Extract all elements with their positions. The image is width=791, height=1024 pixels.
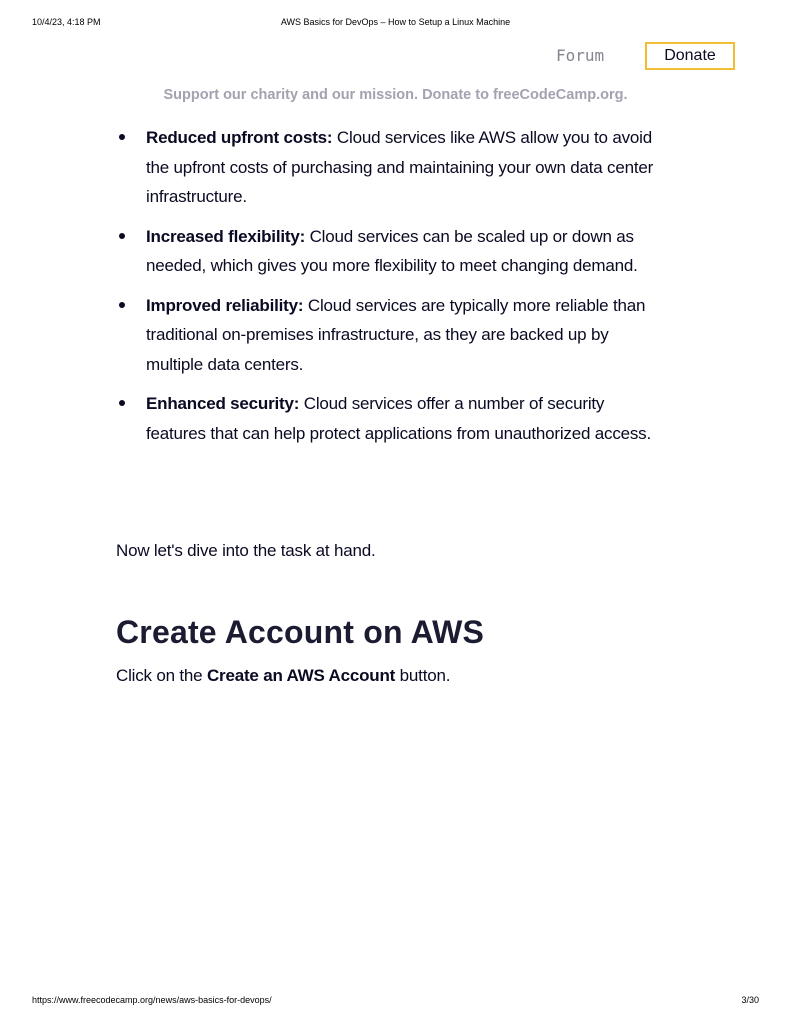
benefit-term: Increased flexibility:	[146, 226, 306, 246]
instruction-suffix: button.	[395, 666, 451, 685]
benefits-list	[146, 123, 666, 458]
print-header	[32, 17, 759, 31]
donate-button[interactable]: Donate	[645, 42, 735, 70]
print-url: https://www.freecodecamp.org/news/aws-basics-for-devops/	[32, 995, 272, 1005]
benefit-description: Cloud services can be scaled up or down as needed, which gives you more flexibility to meet changing demand.	[146, 226, 638, 275]
benefit-term: Enhanced security:	[146, 394, 300, 413]
benefit-term: Improved reliability:	[146, 295, 304, 315]
bullet-icon	[119, 134, 125, 140]
list-item	[146, 389, 666, 448]
forum-link[interactable]: Forum	[556, 46, 605, 65]
bullet-icon	[119, 400, 125, 406]
list-item	[146, 291, 666, 380]
instruction-emphasis: Create an AWS Account	[206, 666, 396, 685]
intro-paragraph: Now let's dive into the task at hand.	[116, 541, 376, 560]
print-footer	[32, 995, 759, 1009]
print-page-number: 3/30	[741, 995, 759, 1005]
donation-banner: Support our charity and our mission. Donate to freeCodeCamp.org.	[163, 87, 628, 103]
list-item	[146, 123, 666, 212]
print-datetime: 10/4/23, 4:18 PM	[32, 17, 101, 27]
benefit-description: Cloud services offer a number of security features that can help protect applications from unauthorized access.	[146, 394, 651, 443]
section-heading: Create Account on AWS	[116, 614, 485, 650]
instruction-prefix: Click on the	[116, 666, 207, 685]
list-item	[146, 222, 666, 281]
benefit-description: Cloud services are typically more reliable than traditional on-premises infrastructure, as they are backed up by multiple data centers.	[146, 295, 646, 374]
benefit-term: Reduced upfront costs:	[146, 128, 333, 147]
benefit-description: Cloud services like AWS allow you to avoid the upfront costs of purchasing and maintaining your own data center infrastructure.	[146, 128, 654, 206]
bullet-icon	[119, 233, 125, 239]
instruction-paragraph	[116, 666, 450, 686]
print-document-title: AWS Basics for DevOps – How to Setup a Linux Machine	[280, 17, 511, 27]
bullet-icon	[119, 302, 125, 308]
